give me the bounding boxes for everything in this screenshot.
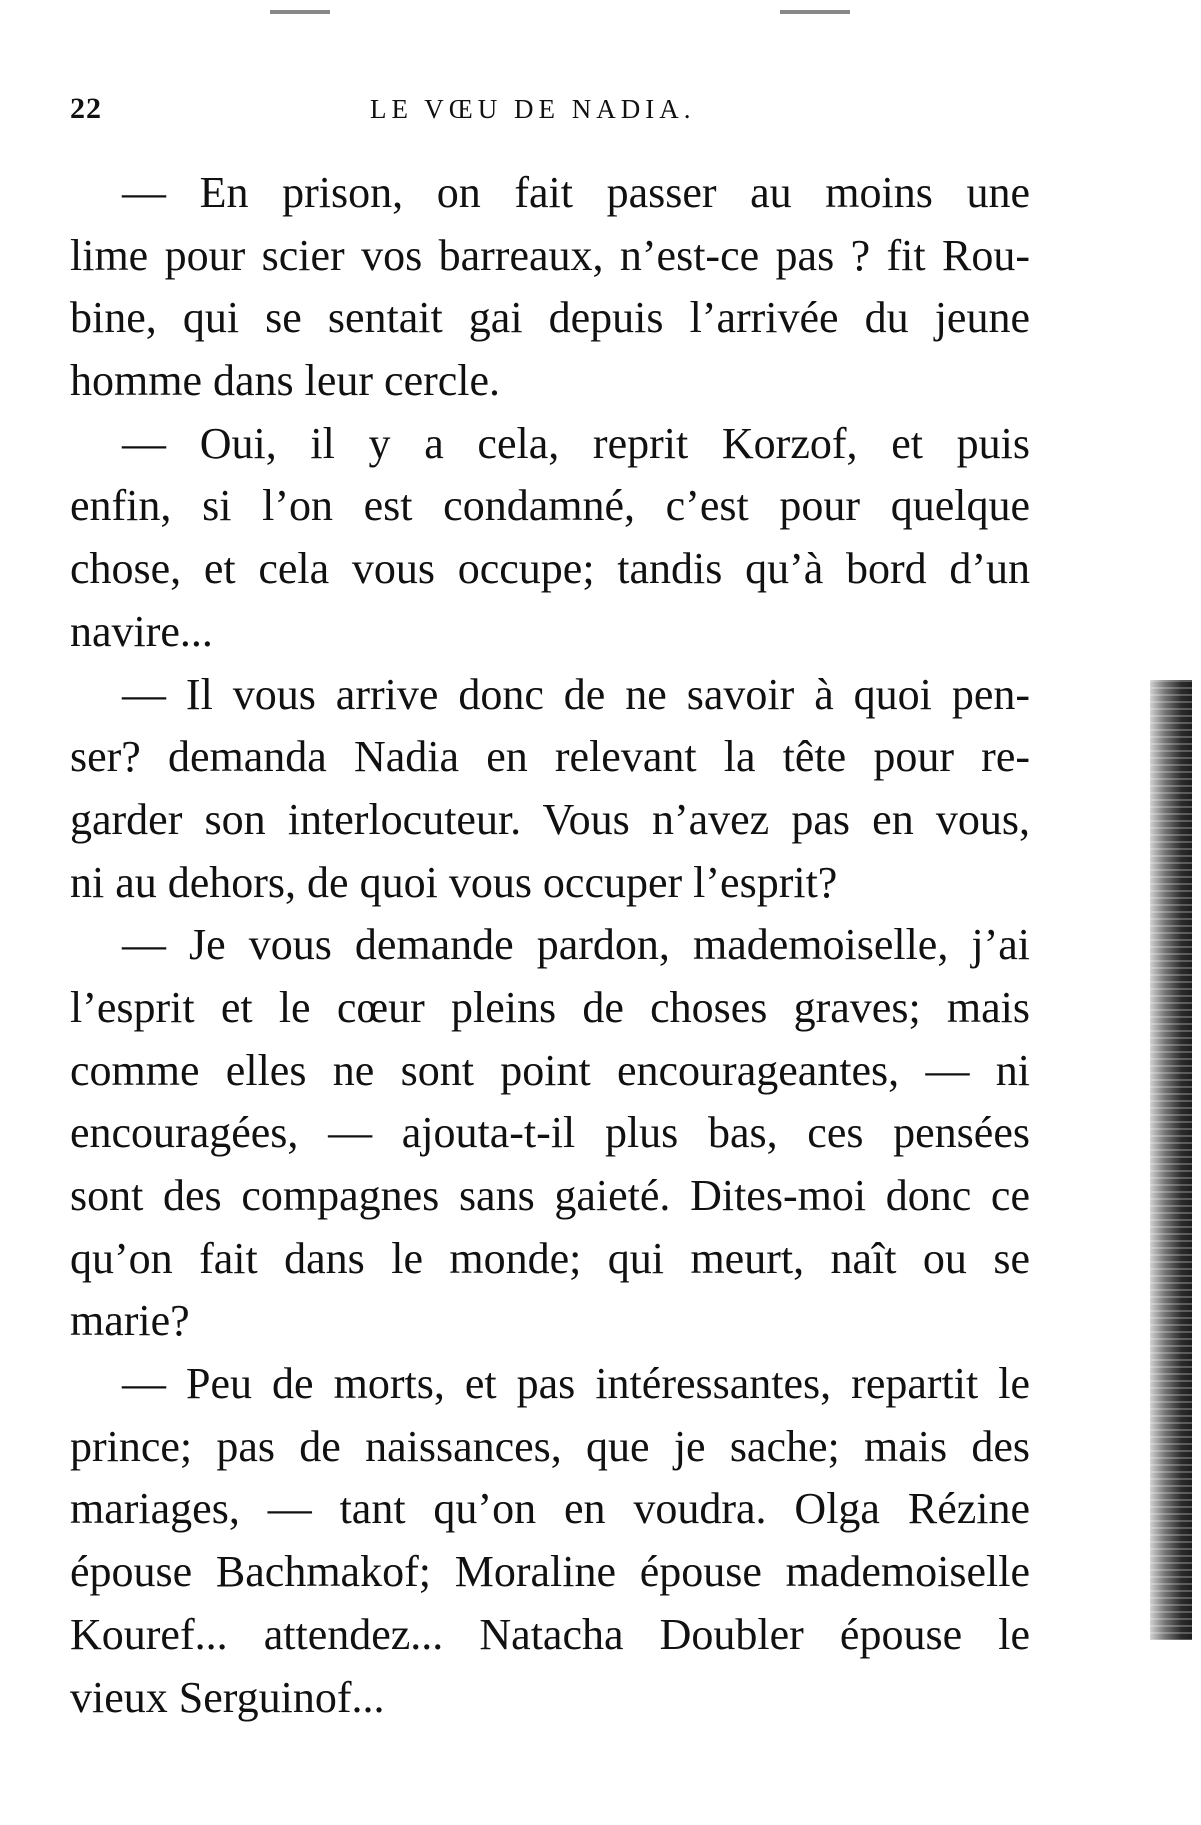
text-line: — Je vous demande pardon, mademoiselle, j’ai <box>122 920 1030 970</box>
text-line: enfin, si l’on est condamné, c’est pour quelque <box>70 481 1030 531</box>
text-line: — Il vous arrive donc de ne savoir à quoi pen- <box>122 669 1030 719</box>
text-line: ser? demanda Nadia en relevant la tête pour re- <box>70 732 1030 782</box>
scan-speck <box>270 10 330 14</box>
text-line: — Oui, il y a cela, reprit Korzof, et puis <box>122 418 1030 468</box>
text-line: garder son interlocuteur. Vous n’avez pas en vous, <box>70 794 1030 844</box>
scan-edge-shadow <box>1150 680 1192 1640</box>
page-number: 22 <box>70 92 102 125</box>
text-line: lime pour scier vos barreaux, n’est-ce pas ? fit Rou- <box>70 230 1030 280</box>
text-line: mariages, — tant qu’on en voudra. Olga Rézine <box>70 1484 1030 1534</box>
text-line: encouragées, — ajouta-t-il plus bas, ces pensées <box>70 1108 1030 1158</box>
text-line: qu’on fait dans le monde; qui meurt, naît ou se <box>70 1233 1030 1283</box>
text-line: ni au dehors, de quoi vous occuper l’esprit? <box>70 857 838 907</box>
text-line: prince; pas de naissances, que je sache; mais des <box>70 1421 1030 1471</box>
text-line: épouse Bachmakof; Moraline épouse mademoiselle <box>70 1547 1030 1597</box>
text-line: comme elles ne sont point encourageantes, — ni <box>70 1045 1030 1095</box>
page-body <box>70 162 1030 1729</box>
text-line: vieux Serguinof... <box>70 1672 385 1722</box>
running-title: LE VŒU DE NADIA. <box>370 94 696 124</box>
page-header <box>70 92 1030 132</box>
text-line: navire... <box>70 606 213 656</box>
text-line: sont des compagnes sans gaieté. Dites-moi donc ce <box>70 1171 1030 1220</box>
text-line: l’esprit et le cœur pleins de choses graves; mais <box>70 982 1030 1032</box>
text-line: marie? <box>70 1296 190 1346</box>
scan-speck <box>780 10 850 14</box>
text-line: chose, et cela vous occupe; tandis qu’à bord d’un <box>70 544 1030 594</box>
text-line: Kouref... attendez... Natacha Doubler épouse le <box>70 1609 1030 1659</box>
text-line: homme dans leur cercle. <box>70 356 501 406</box>
text-line: — En prison, on fait passer au moins une <box>122 168 1030 217</box>
text-line: bine, qui se sentait gai depuis l’arrivée du jeune <box>70 293 1030 343</box>
text-line: — Peu de morts, et pas intéressantes, repartit le <box>122 1359 1030 1409</box>
